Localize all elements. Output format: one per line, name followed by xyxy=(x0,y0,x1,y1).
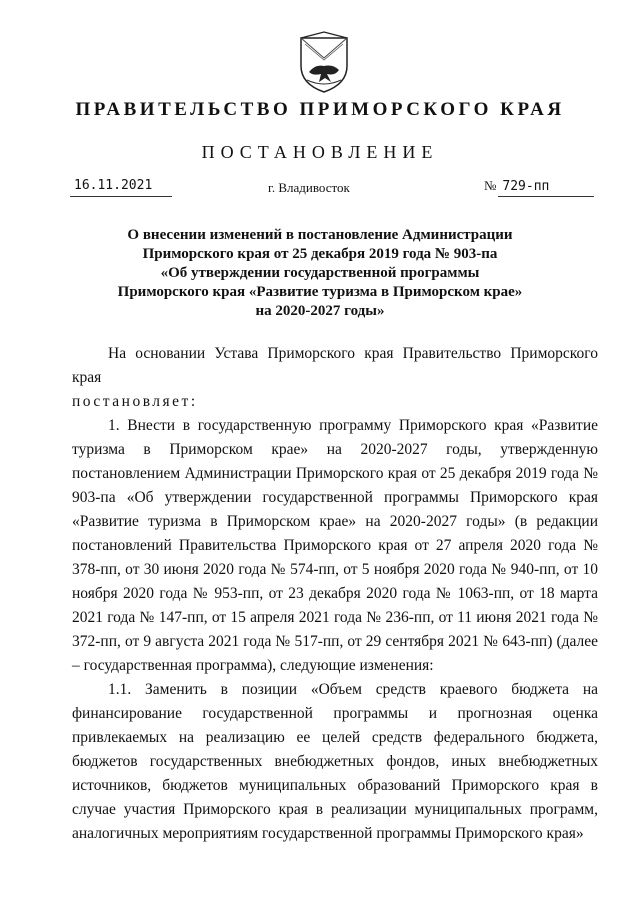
date-underline xyxy=(70,196,172,197)
title-line: О внесении изменений в постановление Администрации xyxy=(127,227,513,243)
number-sign: № xyxy=(484,178,497,193)
paragraph-1-1: 1.1. Заменить в позиции «Объем средств краевого бюджета на финансирование государственной программы и прогнозная оценка привлекаемых на реализацию ее целей средств федерального бюджета, бюджетов государственных внебюджетных фондов, иных внебюджетных источников, бюджетов муниципальных образований Приморского края в случае участия Приморского края в реализации муниципальных программ, аналогичных мероприятиям государственной программы Приморского края» xyxy=(72,681,598,842)
resolves-word: постановляет: xyxy=(72,393,198,410)
number-value: 729-пп xyxy=(502,179,550,194)
city: г. Владивосток xyxy=(268,180,350,195)
document-date: 16.11.2021 xyxy=(74,178,153,193)
title-line: Приморского края «Развитие туризма в Приморском крае» xyxy=(117,284,523,300)
number-underline xyxy=(498,196,594,197)
title-line: на 2020-2027 годы» xyxy=(255,303,385,319)
paragraph-1: 1. Внести в государственную программу Приморского края «Развитие туризма в Приморском крае» на 2020-2027 годы, утвержденную постановлением Администрации Приморского края от 25 декабря 2019 года № 903-па «Об утверждении государственной программы Приморского края «Развитие туризма в Приморском крае» на 2020-2027 годы» (в редакции постановлений Правительства Приморского края от 27 апреля 2020 года № 378-пп, от 30 июня 2020 года № 574-пп, от 5 ноября 2020 года № 940-пп, от 10 ноября 2020 года № 953-пп, от 23 декабря 2020 года № 1063-пп, от 18 марта 2021 года № 147-пп, от 15 апреля 2021 года № 236-пп, от 11 июня 2021 года № 372-пп, от 9 августа 2021 года № 517-пп, от 29 сентября 2021 № 643-пп) (далее – государственная программа), следующие изменения: xyxy=(72,417,598,674)
intro-paragraph: На основании Устава Приморского края Правительство Приморского края xyxy=(72,345,598,386)
document-body xyxy=(72,342,598,846)
primorsky-coat-of-arms-icon xyxy=(297,30,351,94)
title-line: Приморского края от 25 декабря 2019 года № 903-па xyxy=(142,246,498,262)
document-type: ПОСТАНОВЛЕНИЕ xyxy=(201,142,439,162)
title-line: «Об утверждении государственной программы xyxy=(160,265,480,281)
government-name: ПРАВИТЕЛЬСТВО ПРИМОРСКОГО КРАЯ xyxy=(75,99,565,120)
document-number xyxy=(484,178,549,194)
document-title xyxy=(100,226,540,321)
